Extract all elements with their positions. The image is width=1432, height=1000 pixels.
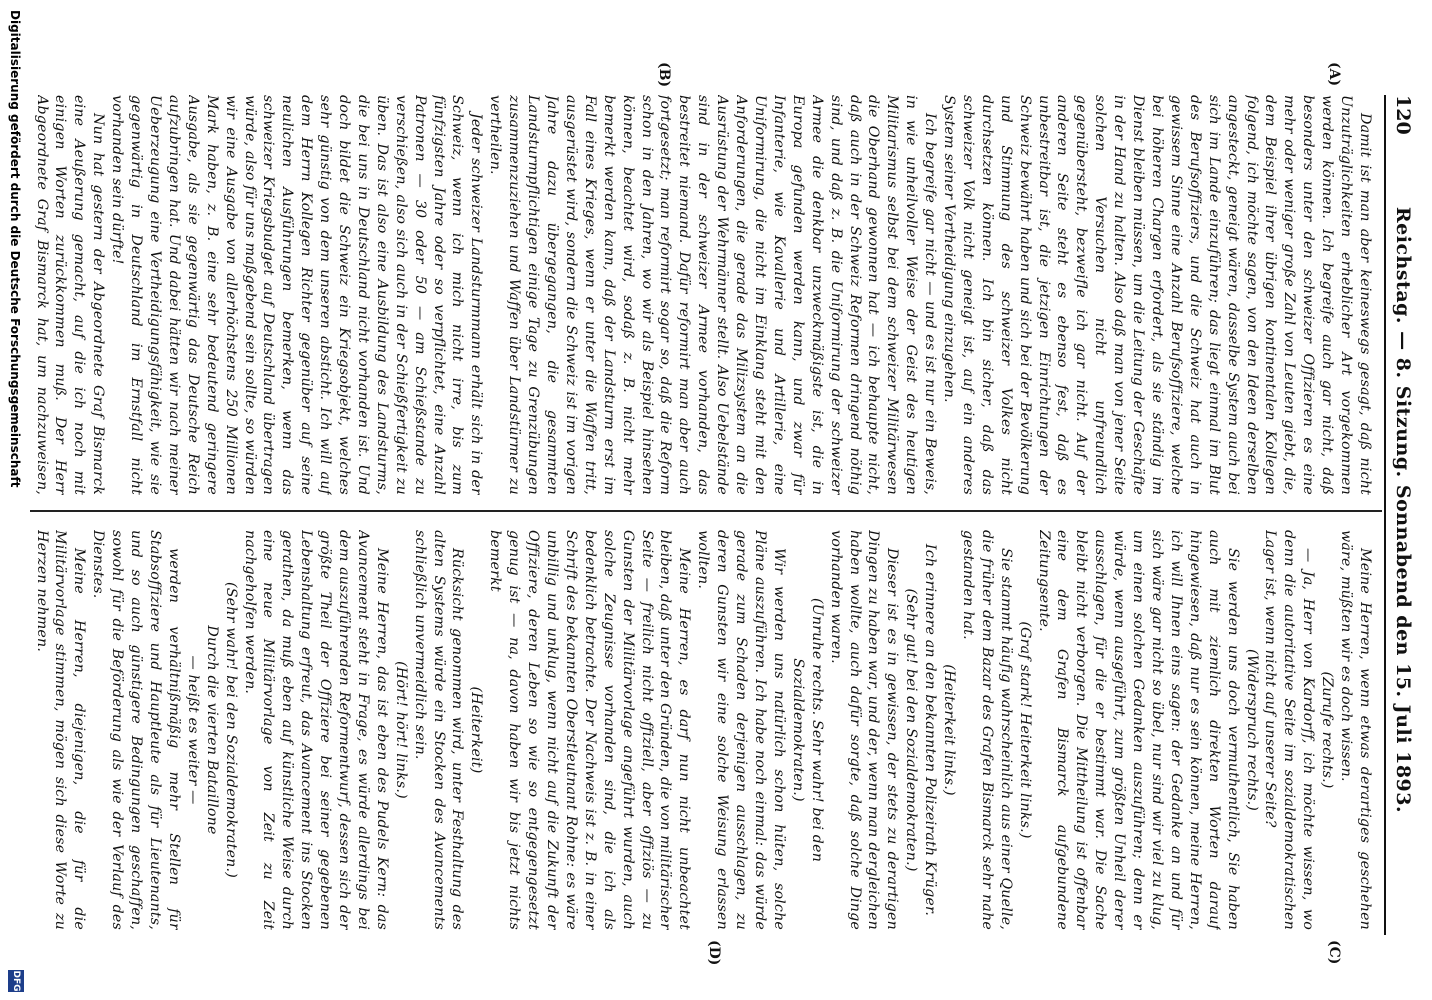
paragraph: (Graf stark! Heiterkeit links.) <box>1016 621 1033 839</box>
paragraph: (Hört! hört! links.) <box>392 661 409 799</box>
paragraph: (Widerspruch rechts.) <box>1243 648 1260 812</box>
paragraph: Jeder schweizer Landsturmmann erhält sich in der Schweiz, wenn ich mich nicht irre, bis zum fünfzigsten Jahre oder so verpflichtet, eine Anzahl Patronen — 30 oder 50 — am Schießstande zu verschießen, also sich auch in der Schießfertigkeit zu üben. Das ist also eine Ausbildung des Landsturms, die bei uns in Deutschland nicht vorhanden ist. Und doch bildet die Schweiz ein Kriegsobjekt, welches sehr günstig von dem unseren absticht. Ich will auf dem Herrn Kollegen Richter gegenüber auf seine neulichen Ausführungen bemerken, wenn das schweizer Kriegsbudget auf Deutschland übertragen würde, also für uns maßgebend sein sollte, so würden wir eine Ausgabe von allerhöchstens 250 Millionen Mark haben, z. B. eine sehr bedeutend geringere Ausgabe, als sie gegenwärtig das Deutsche Reich aufzubringen hat. Und dabei hätten wir nach meiner Ueberzeugung eine Vertheidigungsfähigkeit, wie sie gegenwärtig in Deutschland im Ernstfall nicht vorhanden sein dürfte! <box>109 95 485 495</box>
margin-mark-b: (B) <box>656 62 672 88</box>
margin-mark-a: (A) <box>1326 62 1342 87</box>
right-text-column <box>34 530 1374 930</box>
paragraph: Rücksicht genommen wird, unter Festhaltung des alten Systems würde ein Stocken des Avancements schließlich unvermeidlich sein. <box>411 530 466 930</box>
column-divider <box>12 510 1382 512</box>
paragraph: Durch die vierten Bataillone <box>203 625 220 835</box>
paragraph: Meine Herren, wenn etwas derartiges geschehen wäre, müßten wir es doch wissen. <box>1338 530 1373 930</box>
paragraph: Ich erinnere an den bekannten Polizeirath Krüger. <box>922 543 939 917</box>
paragraph: Meine Herren, diejenigen, die für die Militärvorlage stimmen, mögen sich diese Worte zu Herzen nehmen. <box>34 530 88 930</box>
paragraph: Meine Herren, es darf nun nicht unbeachtet bleiben, daß unter den Gründen, die von militärischer Seite — freilich nicht offiziell, aber offiziös — zu Gunsten der Militärvorlage angeführt wurden, auch solche Zeugnisse vorhanden sind, die ich als bedenklich betrachte. Der Nachweis ist z. B. in einer Schrift des bekannten Oberstleutnant Rohne: es wäre unbillig und unklug, wenn nicht auf die Zukunft der Offiziere, deren Leben so wie so entgegengesetzt genug ist — na, davon haben wir bis jetzt nichts bemerkt <box>487 530 693 930</box>
page-title: Reichstag. — 8. Sitzung. Sonnabend den 15. Juli 1893. <box>1392 206 1414 814</box>
paragraph: — heißt es weiter — <box>184 655 201 805</box>
margin-mark-c: (C) <box>1326 940 1342 965</box>
header-rule <box>1384 95 1386 935</box>
dfg-logo-icon: DFG <box>8 970 24 992</box>
paragraph: Meine Herren, das ist eben des Pudels Kern: das Avancement steht in Frage, es würde allerdings bei dem auszuführenden Reformentwurf, dessen sich der größte Theil der Offiziere bei seiner gegebenen Lebenshaltung erfreut, das Avancement ins Stocken gerathen, da muß eben auf künstliche Weise durch eine neue Militärvorlage von Zeit zu Zeit nachgeholfen werden. <box>241 530 390 930</box>
page-number: 120 <box>1392 95 1414 135</box>
paragraph: (Heiterkeit links.) <box>941 664 958 796</box>
paragraph: werden verhältnißmäßig mehr Stellen für Stabsoffiziere und Hauptleute als für Lieutenants, und so auch günstigere Bedingungen geschaffen, sowohl für die Beförderung als wie der Verlauf des Dienstes. <box>90 530 182 930</box>
paragraph: (Sehr gut! bei den Sozialdemokraten.) <box>903 588 920 872</box>
paragraph: Sie werden uns doch vermuthentlich, Sie haben auch mit ziemlich direkten Worten darauf hingewiesen, daß nur es sein können, meine Herren, ich will Ihnen eins sagen: der Gedanke an und für sich wäre gar nicht so übel, nur sind wir viel zu klug, um einen solchen Gedanken auszuführen; denn er würde, wenn ausgeführt, zum größten Unheil derer ausschlagen, für die er bestimmt war. Die Sache bleibt nicht verborgen. Die Mittheilung ist offenbar eine dem Grafen Bismarck aufgebundene Zeitungsente. <box>1035 530 1241 930</box>
paragraph: Nun hat gestern der Abgeordnete Graf Bismarck eine Aeußerung gemacht, auf die ich noch mit einigen Worten zurückkommen muß. Der Herr Abgeordnete Graf Bismarck hat, um nachzuweisen, <box>34 95 107 495</box>
digitization-footer <box>0 0 30 1000</box>
funding-note: Digitalisierung gefördert durch die Deutsche Forschungsgemeinschaft <box>8 10 22 488</box>
page-header <box>1384 95 1424 925</box>
paragraph: — Ja, Herr von Kardorff, ich möchte wissen, wo denn die autoritative Seite im sozialdemokratischen Lager ist, wenn nicht auf unserer Seite? <box>1262 530 1317 930</box>
paragraph: Wir werden uns natürlich schon hüten, solche Pläne auszuführen. Ich habe noch einmal: das würde gerade zum Schaden derjenigen ausschlagen, zu deren Gunsten wir eine solche Weisung erlassen wollten. <box>695 530 787 930</box>
paragraph: Sie stammt häufig wahrscheinlich aus einer Quelle, die früher dem Bazar des Grafen Bismarck sehr nahe gestanden hat. <box>959 530 1014 930</box>
paragraph: Damit ist man aber keineswegs gesagt, daß nicht Unzuträglichkeiten erheblicher Art vorgekommen werden können. Ich begreife auch gar nicht, daß besonders unter den schweizer Offizieren es eine mehr oder weniger große Zahl von Leuten giebt, die, dem Beispiel ihrer übrigen kontinentalen Kollegen folgend, ich möchte sagen, von den Ideen derselben angesteckt, geneigt wären, dasselbe System auch bei sich im Lande einzuführen; das liegt einmal im Blut des Berufsoffiziers, und die Schweiz hat auch in gewissem Sinne eine Anzahl Berufsoffiziere, welche bei höheren Chargen erfordert, als sie ständig im Dienst bleiben müssen, um die Leitung der Geschäfte in der Hand zu halten. Also daß man von jener Seite solchen Versuchen nicht unfreundlich gegenübersteht, bezweifle ich gar nicht. Auf der anderen Seite steht es ebenso fest, daß es unbestreitbar ist, die jetzigen Einrichtungen der Schweiz bewährt haben und sich bei der Bevölkerung und Stimmung des schweizer Volkes nicht durchsetzen können. Ich bin sicher, daß das schweizer Volk nicht geneigt ist, auf ein anderes System seiner Vertheidigung einzugehen. <box>941 95 1373 495</box>
paragraph: (Heiterkeit) <box>468 686 485 774</box>
paragraph: (Zurufe rechts.) <box>1319 671 1336 789</box>
left-text-column <box>34 95 1374 495</box>
paragraph: (Sehr wahr! bei den Sozialdemokraten.) <box>222 582 239 878</box>
paragraph: Ich begreife gar nicht — und es ist nur ein Beweis, in wie unheilvoller Weise der Geist des heutigen Militarismus selbst bei dem schweizer Militärwesen die Oberhand gewonnen hat — ich behaupte nicht, daß auch in der Schweiz Reformen dringend nöthig sind, und daß z. B. die Uniformirung der schweizer Armee die denkbar unzweckmäßigste ist, die in Europa gefunden werden kann, und zwar für Infanterie, wie Kavallerie und Artillerie, eine Uniformirung, die nicht im Einklang steht mit den Anforderungen, die gerade das Milizsystem an die Ausrüstung der Wehrmänner stellt. Also Uebelstände sind in der schweizer Armee vorhanden, das bestreitet niemand. Dafür reformirt man aber auch fortgesetzt; man reformirt sogar so, daß die Reform schon in den Jahren, wo wir als Beispiel hinsehen können, beachtet wird, sodaß z. B. nicht mehr bemerkt werden kann, daß der Landsturm erst im Fall eines Krieges, wenn er unter die Waffen tritt, ausgerüstet wird, sondern die Schweiz ist im vorigen Jahre dazu übergegangen, die gesammten Landsturmpflichtigen einige Tage zu Grenzübungen zusammenzuziehen und Waffen über Landstürmer zu vertheilen. <box>487 95 939 495</box>
margin-mark-d: (D) <box>706 940 722 966</box>
paragraph: (Unruhe rechts. Sehr wahr! bei den Sozialdemokraten.) <box>789 597 825 863</box>
paragraph: Dieser ist es in gewissen, der stets zu derartigen Dingen zu haben war, und der, wenn man dergleichen haben wollte, auch dafür sorgte, daß solche Dinge vorhanden waren. <box>827 530 901 930</box>
